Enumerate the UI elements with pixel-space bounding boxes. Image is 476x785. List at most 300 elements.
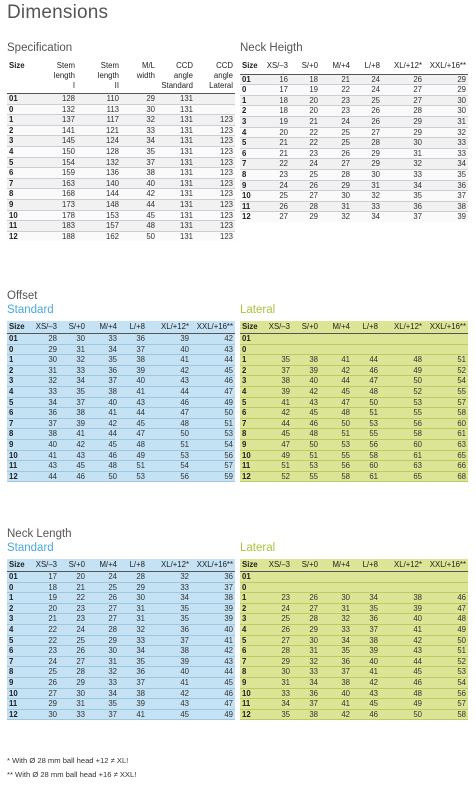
value-cell: 23 (341, 106, 350, 116)
value-cell: 39 (224, 614, 233, 624)
value-cell: 41 (180, 677, 189, 687)
value-cell: 41 (108, 408, 117, 418)
value-cell: 31 (281, 677, 290, 687)
value-cell: 38 (341, 677, 350, 687)
value-cell: 34 (48, 397, 57, 407)
value-cell: 39 (457, 212, 466, 222)
value-cell: 26 (309, 593, 318, 603)
value-cell: 35 (413, 191, 422, 201)
value-cell: 38 (136, 355, 145, 365)
table-row (240, 408, 468, 419)
size-cell: 6 (242, 408, 247, 418)
value-cell: 141 (61, 125, 75, 135)
value-cell: 49 (457, 624, 466, 634)
table-row (240, 159, 468, 170)
value-cell: 20 (48, 603, 57, 613)
value-cell: 51 (309, 450, 318, 460)
column-header: Size (9, 61, 25, 70)
value-cell: 29 (281, 656, 290, 666)
value-cell: 37 (48, 418, 57, 428)
value-cell: 123 (219, 221, 233, 231)
size-cell: 5 (242, 397, 247, 407)
value-cell (264, 334, 292, 345)
size-cell: 12 (9, 231, 18, 241)
value-cell: 16 (279, 74, 288, 84)
size-cell: 10 (9, 688, 18, 698)
value-cell: 144 (105, 189, 119, 199)
value-cell: 18 (279, 106, 288, 116)
value-cell: 131 (179, 104, 193, 114)
table-row (7, 199, 235, 210)
value-cell: 30 (457, 106, 466, 116)
value-cell: 32 (413, 159, 422, 169)
value-cell: 41 (369, 667, 378, 677)
value-cell: 46 (413, 677, 422, 687)
value-cell (380, 344, 424, 355)
value-cell: 31 (136, 603, 145, 613)
value-cell: 44 (369, 355, 378, 365)
size-cell: 10 (9, 450, 18, 460)
value-cell: 33 (413, 169, 422, 179)
value-cell (264, 344, 292, 355)
value-cell: 26 (48, 677, 57, 687)
value-cell (352, 344, 380, 355)
column-header: XL/+12* (394, 560, 422, 569)
value-cell: 28 (281, 646, 290, 656)
value-cell: 20 (76, 572, 85, 581)
value-cell: 39 (281, 386, 290, 396)
value-cell: 46 (180, 397, 189, 407)
table-row (240, 85, 468, 96)
table-row (240, 582, 468, 593)
size-cell: 8 (9, 429, 14, 439)
size-cell: 1 (9, 593, 14, 603)
page-title: Dimensions (7, 2, 109, 23)
value-cell: 44 (281, 418, 290, 428)
header-row (240, 559, 468, 572)
value-cell: 36 (413, 201, 422, 211)
neck-length-standard-table (7, 559, 235, 720)
value-cell: 32 (309, 656, 318, 666)
value-cell: 54 (457, 677, 466, 687)
value-cell: 49 (224, 709, 233, 719)
value-cell: 30 (108, 646, 117, 656)
size-cell: 9 (9, 439, 14, 449)
value-cell: 34 (108, 688, 117, 698)
value-cell: 49 (281, 450, 290, 460)
neck-length-lateral-section (240, 541, 468, 720)
value-cell: 53 (369, 418, 378, 428)
value-cell: 26 (371, 116, 380, 126)
value-cell: 27 (309, 603, 318, 613)
value-cell: 123 (219, 136, 233, 146)
value-cell: 40 (341, 688, 350, 698)
value-cell: 63 (457, 439, 466, 449)
value-cell: 28 (371, 138, 380, 148)
value-cell: 65 (413, 471, 422, 481)
size-cell: 11 (242, 201, 251, 211)
value-cell: 40 (224, 624, 233, 634)
value-cell: 39 (309, 365, 318, 375)
value-cell: 45 (224, 677, 233, 687)
value-cell (352, 572, 380, 583)
section-title-neck-length: Neck Length (7, 528, 72, 540)
value-cell: 35 (180, 603, 189, 613)
value-cell: 53 (413, 397, 422, 407)
size-cell: 0 (9, 344, 14, 354)
value-cell: 30 (457, 95, 466, 105)
table-row (7, 136, 235, 147)
value-cell: 39 (76, 418, 85, 428)
value-cell: 24 (76, 624, 85, 634)
value-cell: 45 (341, 386, 350, 396)
column-header: CCD angle Lateral (209, 61, 233, 90)
column-header: S/+0 (301, 560, 318, 569)
value-cell: 42 (341, 709, 350, 719)
size-cell: 11 (242, 699, 251, 709)
value-cell: 25 (48, 667, 57, 677)
value-cell: 50 (180, 429, 189, 439)
value-cell: 22 (76, 593, 85, 603)
value-cell: 58 (341, 471, 350, 481)
size-cell: 7 (242, 418, 247, 428)
value-cell (424, 582, 468, 593)
value-cell: 41 (341, 355, 350, 365)
value-cell: 131 (179, 178, 193, 188)
value-cell: 37 (76, 397, 85, 407)
size-cell: 7 (242, 159, 247, 169)
column-header: XS/–3 (268, 322, 290, 331)
value-cell: 41 (136, 709, 145, 719)
value-cell: 19 (279, 116, 288, 126)
value-cell: 24 (371, 74, 380, 84)
value-cell: 33 (146, 125, 155, 135)
value-cell: 54 (457, 376, 466, 386)
table-row (7, 688, 235, 699)
value-cell: 31 (76, 699, 85, 709)
value-cell: 66 (457, 461, 466, 471)
value-cell: 32 (457, 127, 466, 137)
table-row (240, 471, 468, 482)
table-row (7, 635, 235, 646)
value-cell: 110 (106, 94, 119, 103)
table-row (240, 106, 468, 117)
table-row (240, 376, 468, 387)
table-row (7, 397, 235, 408)
size-cell: 4 (242, 127, 247, 137)
value-cell: 37 (146, 157, 155, 167)
value-cell: 49 (413, 699, 422, 709)
value-cell: 34 (281, 699, 290, 709)
value-cell: 29 (108, 635, 117, 645)
value-cell: 45 (180, 709, 189, 719)
value-cell: 26 (371, 106, 380, 116)
value-cell: 38 (136, 688, 145, 698)
value-cell: 121 (105, 125, 119, 135)
value-cell: 31 (76, 344, 85, 354)
table-row (240, 418, 468, 429)
value-cell: 49 (136, 450, 145, 460)
value-cell: 131 (179, 210, 193, 220)
value-cell: 38 (224, 593, 233, 603)
table-row (240, 614, 468, 625)
value-cell: 131 (179, 94, 193, 103)
value-cell: 23 (341, 95, 350, 105)
value-cell: 32 (341, 212, 350, 222)
size-cell: 2 (242, 365, 247, 375)
size-cell: 9 (9, 677, 14, 687)
value-cell: 30 (76, 688, 85, 698)
value-cell: 36 (48, 408, 57, 418)
value-cell: 57 (457, 699, 466, 709)
value-cell: 48 (136, 439, 145, 449)
column-header: L/+8 (364, 61, 380, 70)
table-row (7, 667, 235, 678)
value-cell: 59 (224, 471, 233, 481)
value-cell: 157 (105, 221, 119, 231)
size-cell: 6 (242, 148, 247, 158)
value-cell: 30 (48, 709, 57, 719)
table-row (7, 355, 235, 366)
value-cell: 40 (146, 178, 155, 188)
column-header: M/+4 (332, 560, 350, 569)
header-row (7, 559, 235, 572)
value-cell: 20 (309, 106, 318, 116)
value-cell (380, 334, 424, 345)
value-cell: 124 (105, 136, 119, 146)
table-row (240, 603, 468, 614)
value-cell: 46 (309, 418, 318, 428)
value-cell: 33 (76, 365, 85, 375)
value-cell: 60 (369, 461, 378, 471)
value-cell: 48 (457, 614, 466, 624)
table-row (240, 572, 468, 583)
value-cell: 18 (309, 74, 318, 84)
table-row (7, 344, 235, 355)
value-cell (292, 344, 320, 355)
value-cell: 31 (413, 148, 422, 158)
neck-length-lateral-table (240, 559, 468, 720)
value-cell: 37 (457, 191, 466, 201)
table-row (240, 667, 468, 678)
value-cell: 32 (48, 376, 57, 386)
value-cell: 56 (413, 418, 422, 428)
value-cell: 46 (76, 471, 85, 481)
value-cell: 54 (180, 461, 189, 471)
value-cell: 42 (108, 418, 117, 428)
table-row (7, 189, 235, 200)
column-header: Size (242, 61, 258, 70)
size-cell: 6 (9, 646, 14, 656)
value-cell: 41 (180, 355, 189, 365)
column-header: XS/–3 (268, 560, 290, 569)
value-cell (320, 344, 352, 355)
value-cell: 50 (369, 397, 378, 407)
value-cell: 43 (369, 688, 378, 698)
value-cell: 29 (457, 85, 466, 95)
value-cell: 21 (279, 148, 288, 158)
value-cell: 43 (76, 450, 85, 460)
value-cell: 46 (224, 376, 233, 386)
value-cell: 148 (105, 199, 119, 209)
value-cell: 48 (413, 688, 422, 698)
table-row (240, 334, 468, 345)
value-cell: 28 (309, 201, 318, 211)
value-cell: 32 (108, 667, 117, 677)
value-cell (195, 94, 235, 105)
value-cell: 137 (61, 115, 75, 125)
value-cell: 22 (309, 138, 318, 148)
table-row (7, 450, 235, 461)
value-cell: 25 (371, 95, 380, 105)
size-cell: 0 (9, 582, 14, 592)
value-cell: 36 (341, 656, 350, 666)
value-cell: 51 (457, 646, 466, 656)
offset-lateral-table (240, 321, 468, 482)
column-header: L/+8 (129, 560, 145, 569)
value-cell: 47 (224, 386, 233, 396)
value-cell: 56 (180, 471, 189, 481)
value-cell: 24 (309, 159, 318, 169)
size-cell: 10 (242, 688, 251, 698)
value-cell: 31 (108, 656, 117, 666)
offset-standard-subtitle: Standard (7, 304, 54, 316)
value-cell: 37 (341, 667, 350, 677)
value-cell (292, 572, 320, 583)
table-row (240, 212, 468, 222)
table-row (240, 429, 468, 440)
value-cell: 56 (224, 450, 233, 460)
size-cell: 5 (242, 635, 247, 645)
value-cell: 123 (219, 231, 233, 241)
table-row (240, 386, 468, 397)
value-cell: 45 (136, 418, 145, 428)
value-cell: 44 (146, 199, 155, 209)
value-cell: 46 (457, 593, 466, 603)
size-cell: 1 (9, 115, 14, 125)
value-cell: 32 (146, 115, 155, 125)
value-cell: 33 (48, 386, 57, 396)
size-cell: 7 (9, 178, 14, 188)
size-cell: 9 (242, 180, 247, 190)
value-cell: 51 (341, 429, 350, 439)
value-cell: 41 (341, 699, 350, 709)
value-cell: 41 (48, 450, 57, 460)
size-cell: 2 (242, 603, 247, 613)
value-cell: 19 (309, 85, 318, 95)
value-cell: 24 (341, 116, 350, 126)
size-cell: 10 (242, 450, 251, 460)
value-cell: 131 (179, 125, 193, 135)
value-cell: 38 (48, 429, 57, 439)
size-cell: 01 (242, 334, 251, 343)
value-cell: 31 (341, 201, 350, 211)
value-cell (424, 334, 468, 345)
value-cell: 56 (457, 688, 466, 698)
value-cell: 61 (457, 429, 466, 439)
value-cell: 43 (48, 461, 57, 471)
value-cell: 21 (279, 138, 288, 148)
value-cell: 50 (224, 408, 233, 418)
header-row (240, 321, 468, 334)
value-cell: 34 (369, 593, 378, 603)
column-header: Stem length I (53, 61, 75, 90)
value-cell: 123 (219, 168, 233, 178)
table-row (240, 201, 468, 212)
value-cell: 34 (76, 376, 85, 386)
value-cell: 34 (413, 180, 422, 190)
value-cell: 38 (413, 593, 422, 603)
size-cell: 3 (242, 614, 247, 624)
size-cell: 8 (9, 189, 14, 199)
offset-lateral-subtitle: Lateral (240, 304, 276, 316)
value-cell: 42 (180, 688, 189, 698)
header-row (7, 61, 235, 94)
value-cell: 24 (279, 180, 288, 190)
value-cell: 48 (146, 221, 155, 231)
value-cell: 39 (413, 603, 422, 613)
table-row (7, 408, 235, 419)
value-cell: 58 (413, 429, 422, 439)
size-cell: 11 (242, 461, 251, 471)
value-cell: 27 (341, 159, 350, 169)
table-row (240, 646, 468, 657)
table-row (7, 365, 235, 376)
value-cell: 34 (341, 635, 350, 645)
column-header: M/+4 (332, 61, 350, 70)
size-cell: 01 (9, 334, 18, 343)
size-cell: 10 (242, 191, 251, 201)
table-row (240, 688, 468, 699)
value-cell: 27 (76, 656, 85, 666)
column-header: Size (242, 322, 258, 331)
table-row (7, 471, 235, 482)
value-cell: 30 (341, 593, 350, 603)
value-cell: 48 (108, 461, 117, 471)
size-cell: 9 (242, 439, 247, 449)
value-cell: 44 (136, 408, 145, 418)
value-cell: 48 (369, 386, 378, 396)
value-cell: 37 (136, 677, 145, 687)
value-cell: 29 (48, 699, 57, 709)
value-cell: 29 (76, 677, 85, 687)
value-cell: 56 (369, 439, 378, 449)
value-cell: 38 (369, 635, 378, 645)
value-cell: 44 (180, 386, 189, 396)
value-cell: 38 (309, 709, 318, 719)
table-row (7, 429, 235, 440)
value-cell: 51 (281, 461, 290, 471)
size-cell: 2 (9, 603, 14, 613)
value-cell: 58 (457, 709, 466, 719)
value-cell: 40 (108, 397, 117, 407)
value-cell: 22 (279, 159, 288, 169)
value-cell (380, 572, 424, 583)
value-cell: 183 (61, 221, 75, 231)
table-row (240, 635, 468, 646)
table-row (240, 656, 468, 667)
value-cell: 163 (61, 178, 75, 188)
size-cell: 12 (9, 709, 18, 719)
value-cell: 41 (76, 429, 85, 439)
value-cell: 38 (309, 355, 318, 365)
value-cell: 28 (341, 169, 350, 179)
value-cell: 26 (281, 624, 290, 634)
value-cell: 28 (48, 334, 57, 343)
value-cell: 51 (369, 408, 378, 418)
value-cell: 29 (309, 212, 318, 222)
value-cell: 188 (61, 231, 75, 241)
